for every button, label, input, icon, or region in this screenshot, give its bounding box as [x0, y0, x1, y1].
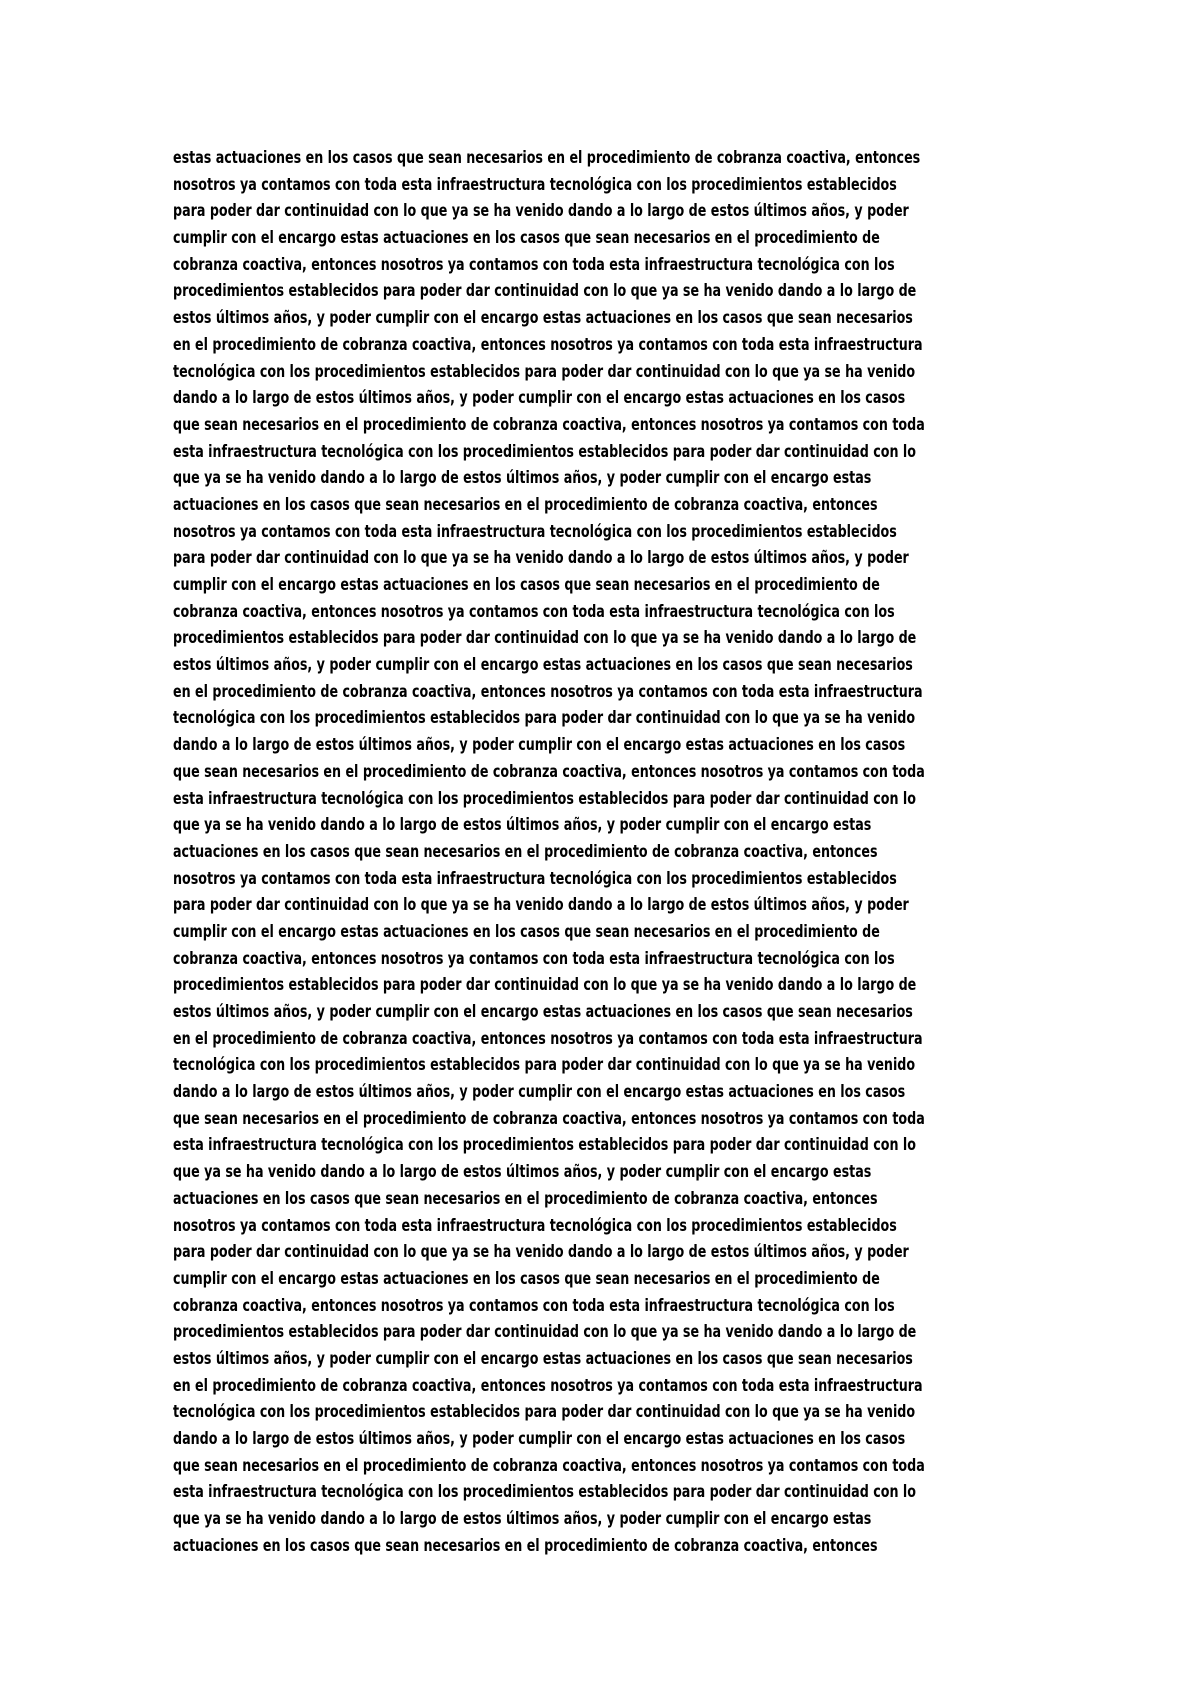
text-line: tecnológica con los procedimientos establecidos para poder dar continuidad con lo que ya se ha venido: [173, 361, 916, 381]
text-line: para poder dar continuidad con lo que ya se ha venido dando a lo largo de estos últimos años, y poder: [173, 201, 909, 221]
text-line: actuaciones en los casos que sean necesarios en el procedimiento de cobranza coactiva, entonces: [173, 1535, 878, 1555]
text-line: cobranza coactiva, entonces nosotros ya contamos con toda esta infraestructura tecnológica con los: [173, 601, 895, 621]
text-line: cumplir con el encargo estas actuaciones en los casos que sean necesarios en el procedimiento de: [173, 1268, 880, 1288]
text-line: nosotros ya contamos con toda esta infraestructura tecnológica con los procedimientos establecidos: [173, 174, 897, 194]
text-line: procedimientos establecidos para poder dar continuidad con lo que ya se ha venido dando a lo largo de: [173, 281, 917, 301]
text-line: que sean necesarios en el procedimiento de cobranza coactiva, entonces nosotros ya contamos con toda: [173, 414, 925, 434]
text-line: estos últimos años, y poder cumplir con el encargo estas actuaciones en los casos que sean necesarios: [173, 655, 913, 675]
text-line: procedimientos establecidos para poder dar continuidad con lo que ya se ha venido dando a lo largo de: [173, 628, 917, 648]
text-line: en el procedimiento de cobranza coactiva, entonces nosotros ya contamos con toda esta infraestructura: [173, 681, 923, 701]
text-line: esta infraestructura tecnológica con los procedimientos establecidos para poder dar continuidad con lo: [173, 788, 916, 808]
text-line: que ya se ha venido dando a lo largo de estos últimos años, y poder cumplir con el encargo estas: [173, 815, 872, 835]
body-paragraph: [173, 145, 1053, 1559]
text-line: esta infraestructura tecnológica con los procedimientos establecidos para poder dar continuidad con lo: [173, 1135, 916, 1155]
text-line: esta infraestructura tecnológica con los procedimientos establecidos para poder dar continuidad con lo: [173, 1482, 916, 1502]
text-line: para poder dar continuidad con lo que ya se ha venido dando a lo largo de estos últimos años, y poder: [173, 1242, 909, 1262]
text-line: que sean necesarios en el procedimiento de cobranza coactiva, entonces nosotros ya contamos con toda: [173, 761, 925, 781]
text-line: cobranza coactiva, entonces nosotros ya contamos con toda esta infraestructura tecnológica con los: [173, 948, 895, 968]
text-line: estos últimos años, y poder cumplir con el encargo estas actuaciones en los casos que sean necesarios: [173, 308, 913, 328]
text-line: dando a lo largo de estos últimos años, y poder cumplir con el encargo estas actuaciones en los casos: [173, 1429, 906, 1448]
text-line: estas actuaciones en los casos que sean necesarios en el procedimiento de cobranza coactiva, entonces: [173, 148, 921, 167]
text-line: en el procedimiento de cobranza coactiva, entonces nosotros ya contamos con toda esta infraestructura: [173, 1028, 923, 1048]
text-line: tecnológica con los procedimientos establecidos para poder dar continuidad con lo que ya se ha venido: [173, 1402, 916, 1422]
text-line: para poder dar continuidad con lo que ya se ha venido dando a lo largo de estos últimos años, y poder: [173, 895, 909, 915]
text-line: cumplir con el encargo estas actuaciones en los casos que sean necesarios en el procedimiento de: [173, 921, 880, 941]
text-line: para poder dar continuidad con lo que ya se ha venido dando a lo largo de estos últimos años, y poder: [173, 548, 909, 568]
text-line: cobranza coactiva, entonces nosotros ya contamos con toda esta infraestructura tecnológica con los: [173, 254, 895, 274]
text-line: cobranza coactiva, entonces nosotros ya contamos con toda esta infraestructura tecnológica con los: [173, 1295, 895, 1315]
text-line: dando a lo largo de estos últimos años, y poder cumplir con el encargo estas actuaciones en los casos: [173, 1082, 906, 1102]
text-line: actuaciones en los casos que sean necesarios en el procedimiento de cobranza coactiva, entonces: [173, 1188, 878, 1208]
text-line: en el procedimiento de cobranza coactiva, entonces nosotros ya contamos con toda esta infraestructura: [173, 1375, 923, 1395]
text-line: actuaciones en los casos que sean necesarios en el procedimiento de cobranza coactiva, entonces: [173, 494, 878, 514]
text-line: que sean necesarios en el procedimiento de cobranza coactiva, entonces nosotros ya contamos con toda: [173, 1108, 925, 1128]
text-line: estos últimos años, y poder cumplir con el encargo estas actuaciones en los casos que sean necesarios: [173, 1348, 913, 1368]
text-line: procedimientos establecidos para poder dar continuidad con lo que ya se ha venido dando a lo largo de: [173, 1322, 917, 1342]
text-line: actuaciones en los casos que sean necesarios en el procedimiento de cobranza coactiva, entonces: [173, 841, 878, 861]
text-line: que sean necesarios en el procedimiento de cobranza coactiva, entonces nosotros ya contamos con toda: [173, 1455, 925, 1475]
text-line: nosotros ya contamos con toda esta infraestructura tecnológica con los procedimientos establecidos: [173, 868, 897, 888]
text-line: tecnológica con los procedimientos establecidos para poder dar continuidad con lo que ya se ha venido: [173, 1055, 916, 1075]
text-line: procedimientos establecidos para poder dar continuidad con lo que ya se ha venido dando a lo largo de: [173, 975, 917, 995]
text-line: nosotros ya contamos con toda esta infraestructura tecnológica con los procedimientos establecidos: [173, 1215, 897, 1235]
text-line: dando a lo largo de estos últimos años, y poder cumplir con el encargo estas actuaciones en los casos: [173, 735, 906, 755]
text-line: que ya se ha venido dando a lo largo de estos últimos años, y poder cumplir con el encargo estas: [173, 468, 872, 488]
text-line: que ya se ha venido dando a lo largo de estos últimos años, y poder cumplir con el encargo estas: [173, 1509, 872, 1529]
text-line: esta infraestructura tecnológica con los procedimientos establecidos para poder dar continuidad con lo: [173, 441, 916, 461]
text-line: que ya se ha venido dando a lo largo de estos últimos años, y poder cumplir con el encargo estas: [173, 1162, 872, 1182]
text-line: dando a lo largo de estos últimos años, y poder cumplir con el encargo estas actuaciones en los casos: [173, 388, 906, 408]
text-line: estos últimos años, y poder cumplir con el encargo estas actuaciones en los casos que sean necesarios: [173, 1002, 913, 1021]
text-line: cumplir con el encargo estas actuaciones en los casos que sean necesarios en el procedimiento de: [173, 228, 880, 248]
text-line: nosotros ya contamos con toda esta infraestructura tecnológica con los procedimientos establecidos: [173, 521, 897, 541]
text-line: en el procedimiento de cobranza coactiva, entonces nosotros ya contamos con toda esta infraestructura: [173, 334, 923, 354]
text-line: cumplir con el encargo estas actuaciones en los casos que sean necesarios en el procedimiento de: [173, 575, 880, 594]
text-line: tecnológica con los procedimientos establecidos para poder dar continuidad con lo que ya se ha venido: [173, 708, 916, 728]
